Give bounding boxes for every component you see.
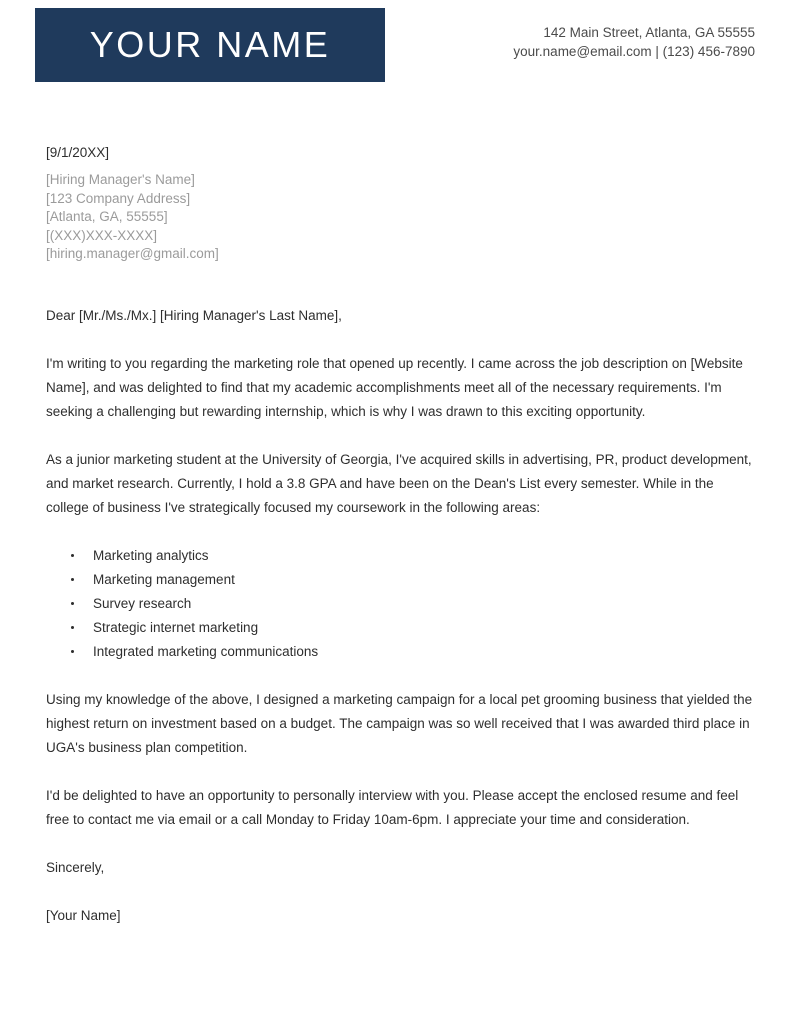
contact-block xyxy=(513,8,755,61)
recipient-phone: [(XXX)XXX-XXXX] xyxy=(46,227,158,243)
list-item xyxy=(46,592,755,616)
recipient-block xyxy=(46,171,755,264)
name-banner xyxy=(35,8,385,82)
list-item-label: Strategic internet marketing xyxy=(93,619,259,635)
letterhead xyxy=(0,0,800,82)
bullet-icon xyxy=(71,554,74,557)
list-item-label: Marketing management xyxy=(93,571,235,587)
recipient-city: [Atlanta, GA, 55555] xyxy=(46,209,168,224)
recipient-address: [123 Company Address] xyxy=(46,190,191,206)
recipient-name: [Hiring Manager's Name] xyxy=(46,172,195,187)
paragraph-qualifications: As a junior marketing student at the University of Georgia, I've acquired skills in advertising, PR, product development, and market research. Currently, I hold a 3.8 GPA and have been on the Dean's List every semester. While in the college of business I've strategically focused my coursework in the following areas: xyxy=(46,451,752,515)
list-item xyxy=(46,640,755,664)
paragraph-achievement: Using my knowledge of the above, I designed a marketing campaign for a local pet grooming business that yielded the highest return on investment based on a budget. The campaign was so well received that I was awarded third place in UGA's business plan competition. xyxy=(46,691,753,755)
bullet-icon xyxy=(71,650,74,653)
coursework-list xyxy=(46,544,755,664)
letter-body xyxy=(0,141,800,928)
list-item xyxy=(46,568,755,592)
paragraph-intro: I'm writing to you regarding the marketing role that opened up recently. I came across the job description on [Website Name], and was delighted to find that my academic accomplishments meet all of the necessary requirements. I'm seeking a challenging but rewarding internship, which is why I was drawn to this exciting opportunity. xyxy=(46,355,743,419)
list-item xyxy=(46,544,755,568)
closing: Sincerely, xyxy=(46,859,105,875)
contact-email-phone: your.name@email.com | (123) 456-7890 xyxy=(513,44,755,59)
list-item-label: Marketing analytics xyxy=(93,547,209,563)
contact-address: 142 Main Street, Atlanta, GA 55555 xyxy=(543,25,755,40)
recipient-email: [hiring.manager@gmail.com] xyxy=(46,246,219,261)
list-item-label: Survey research xyxy=(93,595,192,611)
bullet-icon xyxy=(71,602,74,605)
signature: [Your Name] xyxy=(46,907,121,923)
salutation: Dear [Mr./Ms./Mx.] [Hiring Manager's Last Name], xyxy=(46,307,342,323)
bullet-icon xyxy=(71,626,74,629)
letter-date: [9/1/20XX] xyxy=(46,145,110,160)
applicant-name: YOUR NAME xyxy=(89,24,331,65)
paragraph-call-to-action: I'd be delighted to have an opportunity to personally interview with you. Please accept the enclosed resume and feel free to contact me via email or a call Monday to Friday 10am-6pm. I appreciate your time and consideration. xyxy=(46,787,739,827)
bullet-icon xyxy=(71,578,74,581)
list-item-label: Integrated marketing communications xyxy=(93,643,319,659)
list-item xyxy=(46,616,755,640)
